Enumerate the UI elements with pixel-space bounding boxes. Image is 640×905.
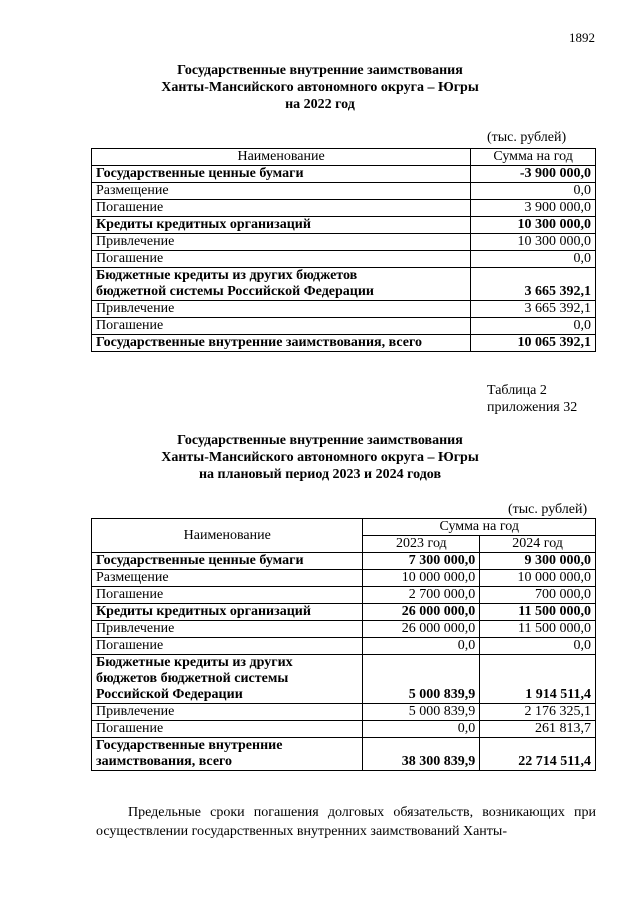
table2-row-name — [92, 604, 363, 621]
table2-title-line: Государственные внутренние заимствования — [177, 433, 463, 448]
table2-row-name-line: Привлечение — [96, 621, 175, 636]
table2-row-name-line: Привлечение — [96, 704, 175, 719]
table2-row-name — [92, 738, 363, 771]
table1-row-value: 0,0 — [471, 251, 596, 268]
table1-row-value: 3 665 392,1 — [471, 301, 596, 318]
table2-row-name-line: Бюджетные кредиты из других — [96, 655, 293, 670]
table1-title-line: Государственные внутренние заимствования — [177, 63, 463, 78]
table2-row-value-2023: 10 000 000,0 — [363, 570, 480, 587]
table2-row-name — [92, 704, 363, 721]
table2-row-name-line: Кредиты кредитных организаций — [96, 604, 311, 619]
table2-row-value-2024: 22 714 511,4 — [480, 738, 596, 771]
table2-row — [92, 721, 596, 738]
table1-title-line: на 2022 год — [285, 97, 355, 112]
table2-title — [0, 432, 640, 483]
table2-row-value-2024: 2 176 325,1 — [480, 704, 596, 721]
table2-row-value-2024: 11 500 000,0 — [480, 621, 596, 638]
table2-row — [92, 553, 596, 570]
table2-row-value-2024: 9 300 000,0 — [480, 553, 596, 570]
table1-row — [92, 251, 596, 268]
table2-row-name-line: Размещение — [96, 570, 169, 585]
table1-row — [92, 166, 596, 183]
table2-row-name-line: Государственные внутренние — [96, 738, 283, 753]
table1-row — [92, 301, 596, 318]
table2-row-value-2023: 2 700 000,0 — [363, 587, 480, 604]
table2-row — [92, 570, 596, 587]
table2-row-value-2023: 26 000 000,0 — [363, 621, 480, 638]
table1-row-name: Размещение — [92, 183, 471, 200]
table2-row-value-2023: 38 300 839,9 — [363, 738, 480, 771]
table1-row-name: Привлечение — [92, 234, 471, 251]
table1-row-value: 3 900 000,0 — [471, 200, 596, 217]
table2-header-name: Наименование — [92, 519, 363, 553]
table2-row — [92, 587, 596, 604]
table2-row-value-2023: 26 000 000,0 — [363, 604, 480, 621]
table1-row-name: Погашение — [92, 200, 471, 217]
table2-row-value-2024: 0,0 — [480, 638, 596, 655]
table1-row — [92, 234, 596, 251]
table2-row — [92, 704, 596, 721]
table1-row-value: 10 065 392,1 — [471, 335, 596, 352]
table1-title — [0, 62, 640, 113]
table2-row-name-line: Погашение — [96, 721, 164, 736]
table2-row — [92, 604, 596, 621]
table2-row-name-line: бюджетов бюджетной системы — [96, 671, 289, 686]
appendix-label — [487, 382, 577, 416]
table1 — [91, 148, 596, 352]
table2-row-value-2024: 11 500 000,0 — [480, 604, 596, 621]
table2-row-value-2024: 1 914 511,4 — [480, 655, 596, 704]
table2-row-value-2023: 5 000 839,9 — [363, 655, 480, 704]
table1-row-value: 0,0 — [471, 183, 596, 200]
table1-header-sum: Сумма на год — [471, 149, 596, 166]
table2-row-name — [92, 638, 363, 655]
table1-row — [92, 318, 596, 335]
appendix-label-line: Таблица 2 — [487, 383, 547, 398]
table2-row-name-line: Государственные ценные бумаги — [96, 553, 304, 568]
table2-row-name-line: Российской Федерации — [96, 687, 243, 702]
table2-row-name — [92, 655, 363, 704]
table1-row — [92, 335, 596, 352]
table2-header-year-2024: 2024 год — [480, 536, 596, 553]
table1-row-value: 10 300 000,0 — [471, 217, 596, 234]
table1-row — [92, 183, 596, 200]
table2-row-name — [92, 587, 363, 604]
table1-title-line: Ханты-Мансийского автономного округа – Югры — [161, 80, 479, 95]
table2-row-value-2023: 7 300 000,0 — [363, 553, 480, 570]
table1-row-value: 3 665 392,1 — [471, 268, 596, 301]
table1-row-value: -3 900 000,0 — [471, 166, 596, 183]
table1-row-name: Государственные внутренние заимствования, всего — [92, 335, 471, 352]
table1-row-name-line: бюджетной системы Российской Федерации — [96, 284, 374, 299]
table2-row-name — [92, 553, 363, 570]
table2-row — [92, 738, 596, 771]
table2-row-name — [92, 721, 363, 738]
table2-title-line: Ханты-Мансийского автономного округа – Югры — [161, 450, 479, 465]
table1-row-value: 10 300 000,0 — [471, 234, 596, 251]
table2-row-value-2023: 0,0 — [363, 721, 480, 738]
table1-row-name — [92, 268, 471, 301]
table2-row-name-line: Погашение — [96, 638, 164, 653]
appendix-label-line: приложения 32 — [487, 400, 578, 415]
table1-row — [92, 268, 596, 301]
table2-row-name — [92, 621, 363, 638]
table1-header-name: Наименование — [92, 149, 471, 166]
table2-row-name — [92, 570, 363, 587]
table2-title-line: на плановый период 2023 и 2024 годов — [198, 467, 442, 482]
table1-row-value: 0,0 — [471, 318, 596, 335]
table1-row-name-line: Бюджетные кредиты из других бюджетов — [96, 268, 358, 283]
table2-row — [92, 655, 596, 704]
table1-row-name: Погашение — [92, 318, 471, 335]
table2-row — [92, 621, 596, 638]
table1-row-name: Государственные ценные бумаги — [92, 166, 471, 183]
body-paragraph: Предельные сроки погашения долговых обязательств, возникающих при осуществлении государственных внутренних заимствований Ханты- — [96, 805, 596, 839]
table1-row — [92, 217, 596, 234]
table2 — [91, 518, 596, 771]
table1-row-name: Погашение — [92, 251, 471, 268]
table2-row-value-2024: 10 000 000,0 — [480, 570, 596, 587]
table1-units: (тыс. рублей) — [487, 130, 567, 145]
table2-row-value-2023: 5 000 839,9 — [363, 704, 480, 721]
table2-header-year-2023: 2023 год — [363, 536, 480, 553]
table1-row-name: Кредиты кредитных организаций — [92, 217, 471, 234]
page-number: 1892 — [569, 30, 595, 45]
table1-row — [92, 200, 596, 217]
table2-units: (тыс. рублей) — [508, 502, 588, 517]
table2-header-sum: Сумма на год — [363, 519, 596, 536]
table2-row-value-2024: 261 813,7 — [480, 721, 596, 738]
table1-row-name: Привлечение — [92, 301, 471, 318]
table2-row-name-line: заимствования, всего — [96, 754, 233, 769]
table2-row-name-line: Погашение — [96, 587, 164, 602]
table2-row — [92, 638, 596, 655]
table2-row-value-2024: 700 000,0 — [480, 587, 596, 604]
table2-row-value-2023: 0,0 — [363, 638, 480, 655]
